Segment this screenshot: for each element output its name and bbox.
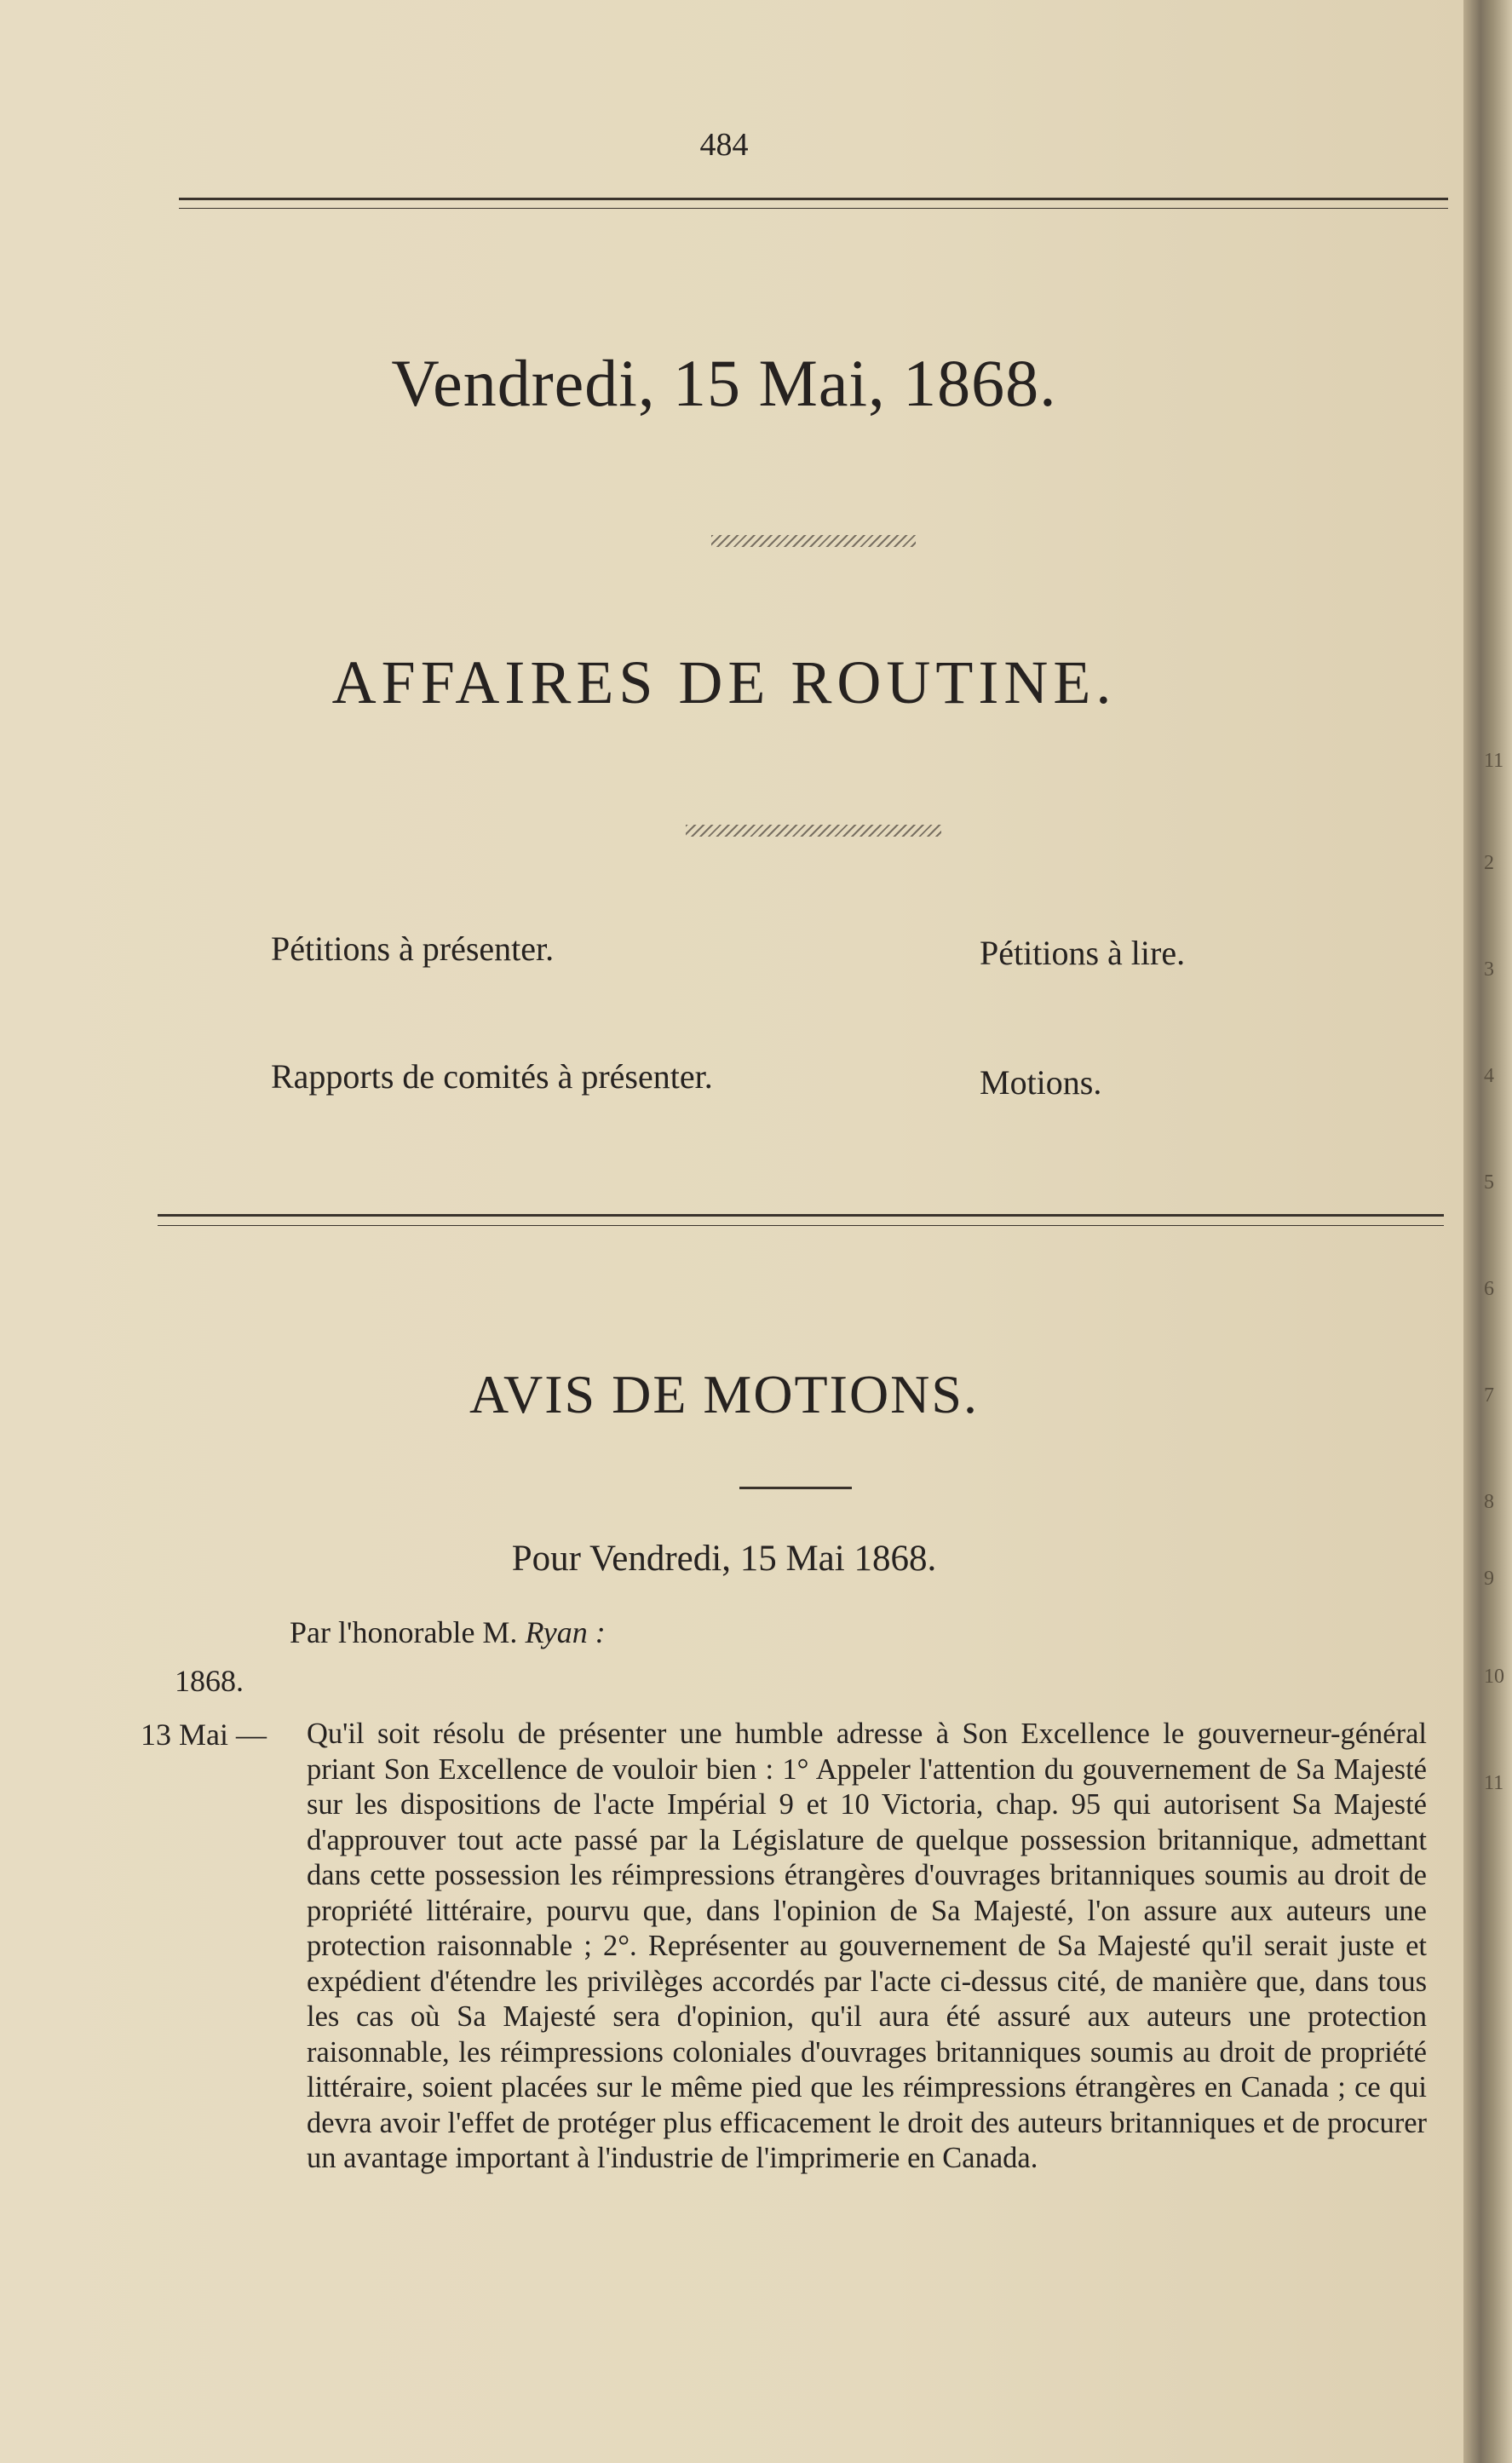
routine-item-rapports: Rapports de comités à présenter. xyxy=(271,1057,713,1096)
page-number: 484 xyxy=(699,127,749,163)
routine-item-motions: Motions. xyxy=(980,1063,1102,1102)
routine-item-petitions-lire: Pétitions à lire. xyxy=(980,934,1186,972)
motion-year: 1868. xyxy=(175,1664,244,1698)
section-rule xyxy=(158,1214,1444,1217)
header-rule-thin xyxy=(179,208,1448,209)
motion-text: Qu'il soit résolu de présenter une humble adresse à Son Excellence le gouverneur-général priant Son Excellence de vouloir bien : 1° Appeler l'attention du gouvernement de Sa Majesté sur les dispositions de l'acte Impérial 9 et 10 Victoria, chap. 95 qui autorisent Sa Majesté d'approuver tout acte passé par la Législature de quelque possession britannique, admettant dans cette possession les réimpressions étrangères d'ouvrages britanniques soumis au droit de propriété littéraire, pourvu que, dans l'opinion de Sa Majesté, l'on assure aux auteurs une protection raisonnable ; 2°. Représenter au gouvernement de Sa Majesté qu'il serait juste et expédient d'étendre les privilèges accordés par l'acte ci-dessus cité, de manière que, dans tous les cas où Sa Majesté sera d'opinion, qu'il aura été assuré aux auteurs une protection raisonnable, les réimpressions coloniales d'ouvrages britanniques soumis au droit de propriété littéraire, soient placées sur le même pied que les réimpressions étrangères en Canada ; ce qui devra avoir l'effet de protéger plus efficacement le droit des auteurs britanniques et de procurer un avantage important à l'industrie de l'imprimerie en Canada. xyxy=(307,1718,1427,2174)
binding-gutter xyxy=(1463,0,1512,2463)
motion-sponsor xyxy=(290,1614,606,1650)
edge-number: 7 xyxy=(1484,1384,1494,1407)
ornament-divider xyxy=(686,825,941,837)
short-divider xyxy=(739,1487,852,1489)
edge-number: 6 xyxy=(1484,1278,1494,1300)
edge-number: 2 xyxy=(1484,852,1494,874)
avis-title: AVIS DE MOTIONS. xyxy=(469,1364,979,1424)
sponsor-prefix: Par l'honorable M. xyxy=(290,1615,518,1649)
edge-number: 8 xyxy=(1484,1491,1494,1513)
edge-number: 5 xyxy=(1484,1171,1494,1194)
edge-number: 3 xyxy=(1484,958,1494,981)
edge-number: 4 xyxy=(1484,1065,1494,1087)
subhead: Pour Vendredi, 15 Mai 1868. xyxy=(511,1539,937,1579)
date-title: Vendredi, 15 Mai, 1868. xyxy=(391,346,1057,420)
motion-date: 13 Mai — xyxy=(141,1718,267,1752)
section-rule-thin xyxy=(158,1225,1444,1226)
section-title: AFFAIRES DE ROUTINE. xyxy=(331,648,1117,716)
edge-number: 11 xyxy=(1484,750,1504,772)
routine-item-petitions-presenter: Pétitions à présenter. xyxy=(271,929,555,968)
edge-number: 11 xyxy=(1484,1772,1504,1794)
edge-number: 9 xyxy=(1484,1568,1494,1590)
edge-number: 10 xyxy=(1484,1666,1504,1688)
header-rule xyxy=(179,198,1448,200)
sponsor-name: Ryan : xyxy=(525,1615,606,1649)
ornament-divider xyxy=(711,535,916,547)
